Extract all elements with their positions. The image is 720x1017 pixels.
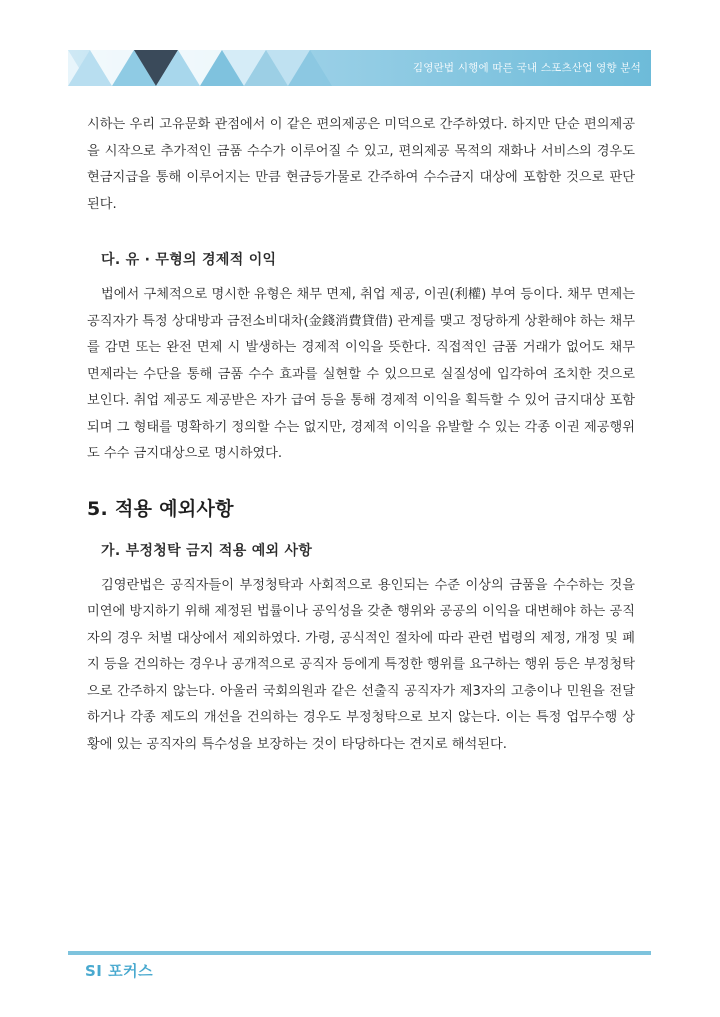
- footer-rule: [68, 951, 651, 955]
- paragraph-solicitation-exceptions: 김영란법은 공직자들이 부정청탁과 사회적으로 용인되는 수준 이상의 금품을 수수하는 것을 미연에 방지하기 위해 제정된 법률이나 공익성을 갖춘 행위와 공공의 이익을 대변해야 하는 공직자의 경우 처벌 대상에서 제외하였다. 가령, 공식적인 절차에 따라 관련 법령의 제정, 개정 및 폐지 등을 건의하는 경우나 공개적으로 공직자 등에게 특정한 행위를 요구하는 행위 등은 부정청탁으로 간주하지 않는다. 아울러 국회의원과 같은 선출직 공직자가 제3자의 고충이나 민원을 전달하거나 각종 제도의 개선을 건의하는 경우도 부정청탁으로 보지 않는다. 이는 특정 업무수행 상황에 있는 공직자의 특수성을 보장하는 것이 타당하다는 견지로 해석된다.: [87, 577, 635, 752]
- paragraph-continued: 시하는 우리 고유문화 관점에서 이 같은 편의제공은 미덕으로 간주하였다. 하지만 단순 편의제공을 시작으로 추가적인 금품 수수가 이루어질 수 있고, 편의제공 목적의 재화나 서비스의 경우도 현금지급을 통해 이루어지는 만큼 현금등가물로 간주하여 수수금지 대상에 포함한 것으로 판단된다.: [87, 117, 635, 212]
- header-title: 김영란법 시행에 따른 국내 스포츠산업 영향 분석: [412, 62, 641, 74]
- section-heading-exceptions: 5. 적용 예외사항: [87, 497, 234, 520]
- heading-solicitation-exceptions: 가. 부정청탁 금지 적용 예외 사항: [101, 542, 313, 559]
- heading-economic-benefit: 다. 유 · 무형의 경제적 이익: [101, 252, 277, 268]
- footer-logo: SI 포커스: [85, 962, 154, 980]
- page-content: [87, 112, 635, 758]
- page-header-band: [68, 50, 651, 86]
- paragraph-economic-benefit: 법에서 구체적으로 명시한 유형은 채무 면제, 취업 제공, 이권(利權) 부여 등이다. 채무 면제는 공직자가 특정 상대방과 금전소비대차(金錢消費貸借) 관계를 맺고 정당하게 상환해야 하는 채무를 감면 또는 완전 면제 시 발생하는 경제적 이익을 뜻한다. 직접적인 금품 거래가 없어도 채무 면제라는 수단을 통해 금품 수수 효과를 실현할 수 있으므로 실질성에 입각하여 조치한 것으로 보인다. 취업 제공도 제공받은 자가 급여 등을 통해 경제적 이익을 획득할 수 있어 금지대상 포함되며 그 형태를 명확하기 정의할 수는 없지만, 경제적 이익을 유발할 수 있는 각종 이권 제공행위도 수수 금지대상으로 명시하였다.: [87, 287, 635, 461]
